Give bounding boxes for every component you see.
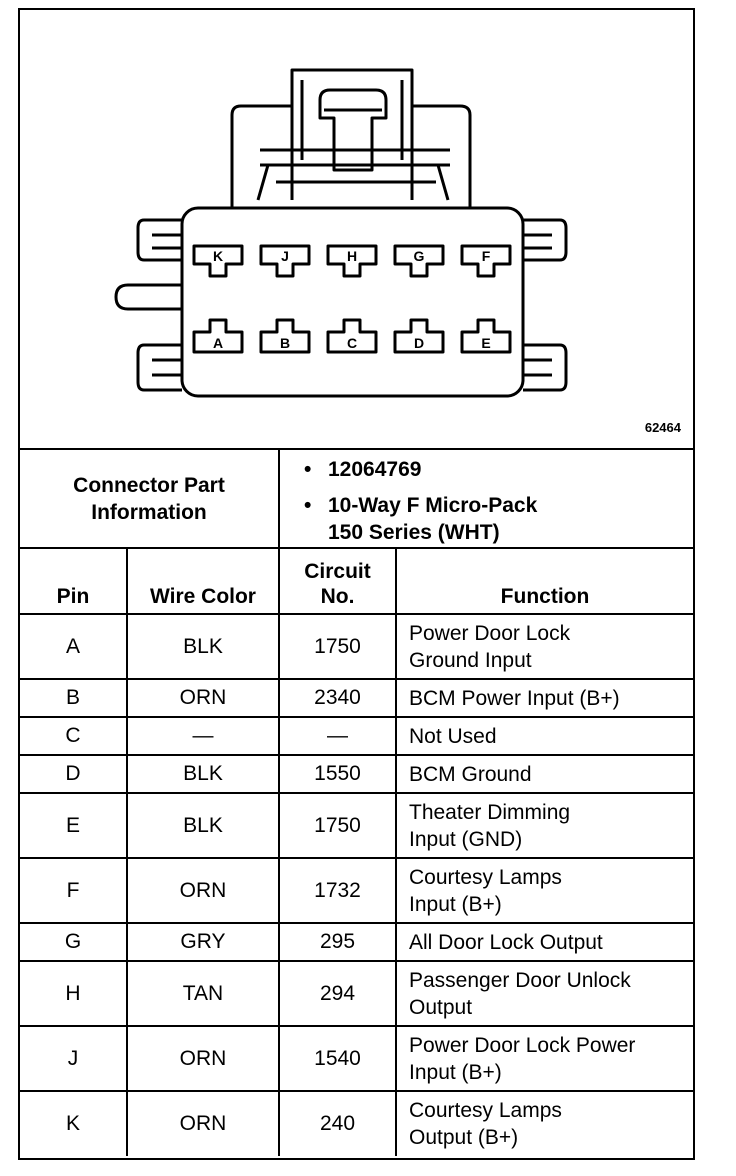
part-info-list	[280, 450, 693, 547]
function-cell: Power Door Lock Ground Input	[396, 614, 693, 679]
function-cell: All Door Lock Output	[396, 923, 693, 961]
connector-sheet	[18, 8, 695, 1160]
function-cell: Power Door Lock Power Input (B+)	[396, 1026, 693, 1091]
wire-color-cell: ORN	[127, 858, 279, 923]
wire-color-cell: ORN	[127, 1026, 279, 1091]
bullet: •	[304, 458, 312, 481]
part-info-label-text: Connector Part Information	[73, 473, 225, 524]
function-cell: Courtesy Lamps Input (B+)	[396, 858, 693, 923]
table-row	[20, 717, 693, 755]
function-cell: Courtesy Lamps Output (B+)	[396, 1091, 693, 1156]
table-row	[20, 923, 693, 961]
connector-drawing	[20, 10, 693, 448]
table-header-row	[20, 549, 693, 614]
pin-label-h: H	[346, 248, 358, 264]
pin-cell: D	[20, 755, 127, 793]
function-cell: BCM Power Input (B+)	[396, 679, 693, 717]
pin-label-a: A	[212, 335, 224, 351]
table-row	[20, 793, 693, 858]
header-wire-color: Wire Color	[127, 549, 279, 614]
circuit-no-cell: 1540	[279, 1026, 396, 1091]
pin-cell: A	[20, 614, 127, 679]
wire-color-cell: —	[127, 717, 279, 755]
pin-label-j: J	[281, 248, 289, 264]
header-circuit-no: Circuit No.	[279, 549, 396, 614]
function-cell: Theater Dimming Input (GND)	[396, 793, 693, 858]
wire-color-cell: ORN	[127, 1091, 279, 1156]
table-row	[20, 1026, 693, 1091]
wire-color-cell: BLK	[127, 793, 279, 858]
connector-description: 10-Way F Micro-Pack 150 Series (WHT)	[328, 494, 538, 544]
connector-part-information	[20, 450, 693, 549]
header-pin: Pin	[20, 549, 127, 614]
pin-label-b: B	[279, 335, 291, 351]
bullet: •	[304, 494, 312, 517]
circuit-no-cell: 2340	[279, 679, 396, 717]
connector-diagram	[20, 10, 693, 450]
wire-color-cell: BLK	[127, 614, 279, 679]
circuit-no-cell: 1750	[279, 614, 396, 679]
pinout-table	[20, 549, 693, 1156]
pin-cell: G	[20, 923, 127, 961]
wire-color-cell: ORN	[127, 679, 279, 717]
pin-cell: K	[20, 1091, 127, 1156]
pin-label-f: F	[481, 248, 491, 264]
circuit-no-cell: 1732	[279, 858, 396, 923]
pin-cell: H	[20, 961, 127, 1026]
table-row	[20, 1091, 693, 1156]
figure-number: 62464	[644, 420, 681, 435]
function-cell: Not Used	[396, 717, 693, 755]
pin-cell: B	[20, 679, 127, 717]
circuit-no-cell: —	[279, 717, 396, 755]
pin-label-d: D	[413, 335, 425, 351]
circuit-no-cell: 1550	[279, 755, 396, 793]
table-row	[20, 679, 693, 717]
pin-cell: F	[20, 858, 127, 923]
pin-cell: J	[20, 1026, 127, 1091]
pin-cell: E	[20, 793, 127, 858]
header-function: Function	[396, 549, 693, 614]
part-number: 12064769	[328, 458, 422, 481]
part-info-item	[304, 492, 537, 546]
part-info-label	[20, 450, 280, 547]
circuit-no-cell: 240	[279, 1091, 396, 1156]
table-row	[20, 614, 693, 679]
circuit-no-cell: 294	[279, 961, 396, 1026]
pin-cell: C	[20, 717, 127, 755]
table-row	[20, 961, 693, 1026]
circuit-no-cell: 1750	[279, 793, 396, 858]
pin-label-g: G	[413, 248, 425, 264]
wire-color-cell: BLK	[127, 755, 279, 793]
part-info-item	[304, 456, 421, 483]
circuit-no-cell: 295	[279, 923, 396, 961]
pin-label-e: E	[481, 335, 491, 351]
pin-label-k: K	[212, 248, 224, 264]
function-cell: BCM Ground	[396, 755, 693, 793]
table-row	[20, 858, 693, 923]
wire-color-cell: TAN	[127, 961, 279, 1026]
function-cell: Passenger Door Unlock Output	[396, 961, 693, 1026]
pin-label-c: C	[346, 335, 358, 351]
table-row	[20, 755, 693, 793]
wire-color-cell: GRY	[127, 923, 279, 961]
